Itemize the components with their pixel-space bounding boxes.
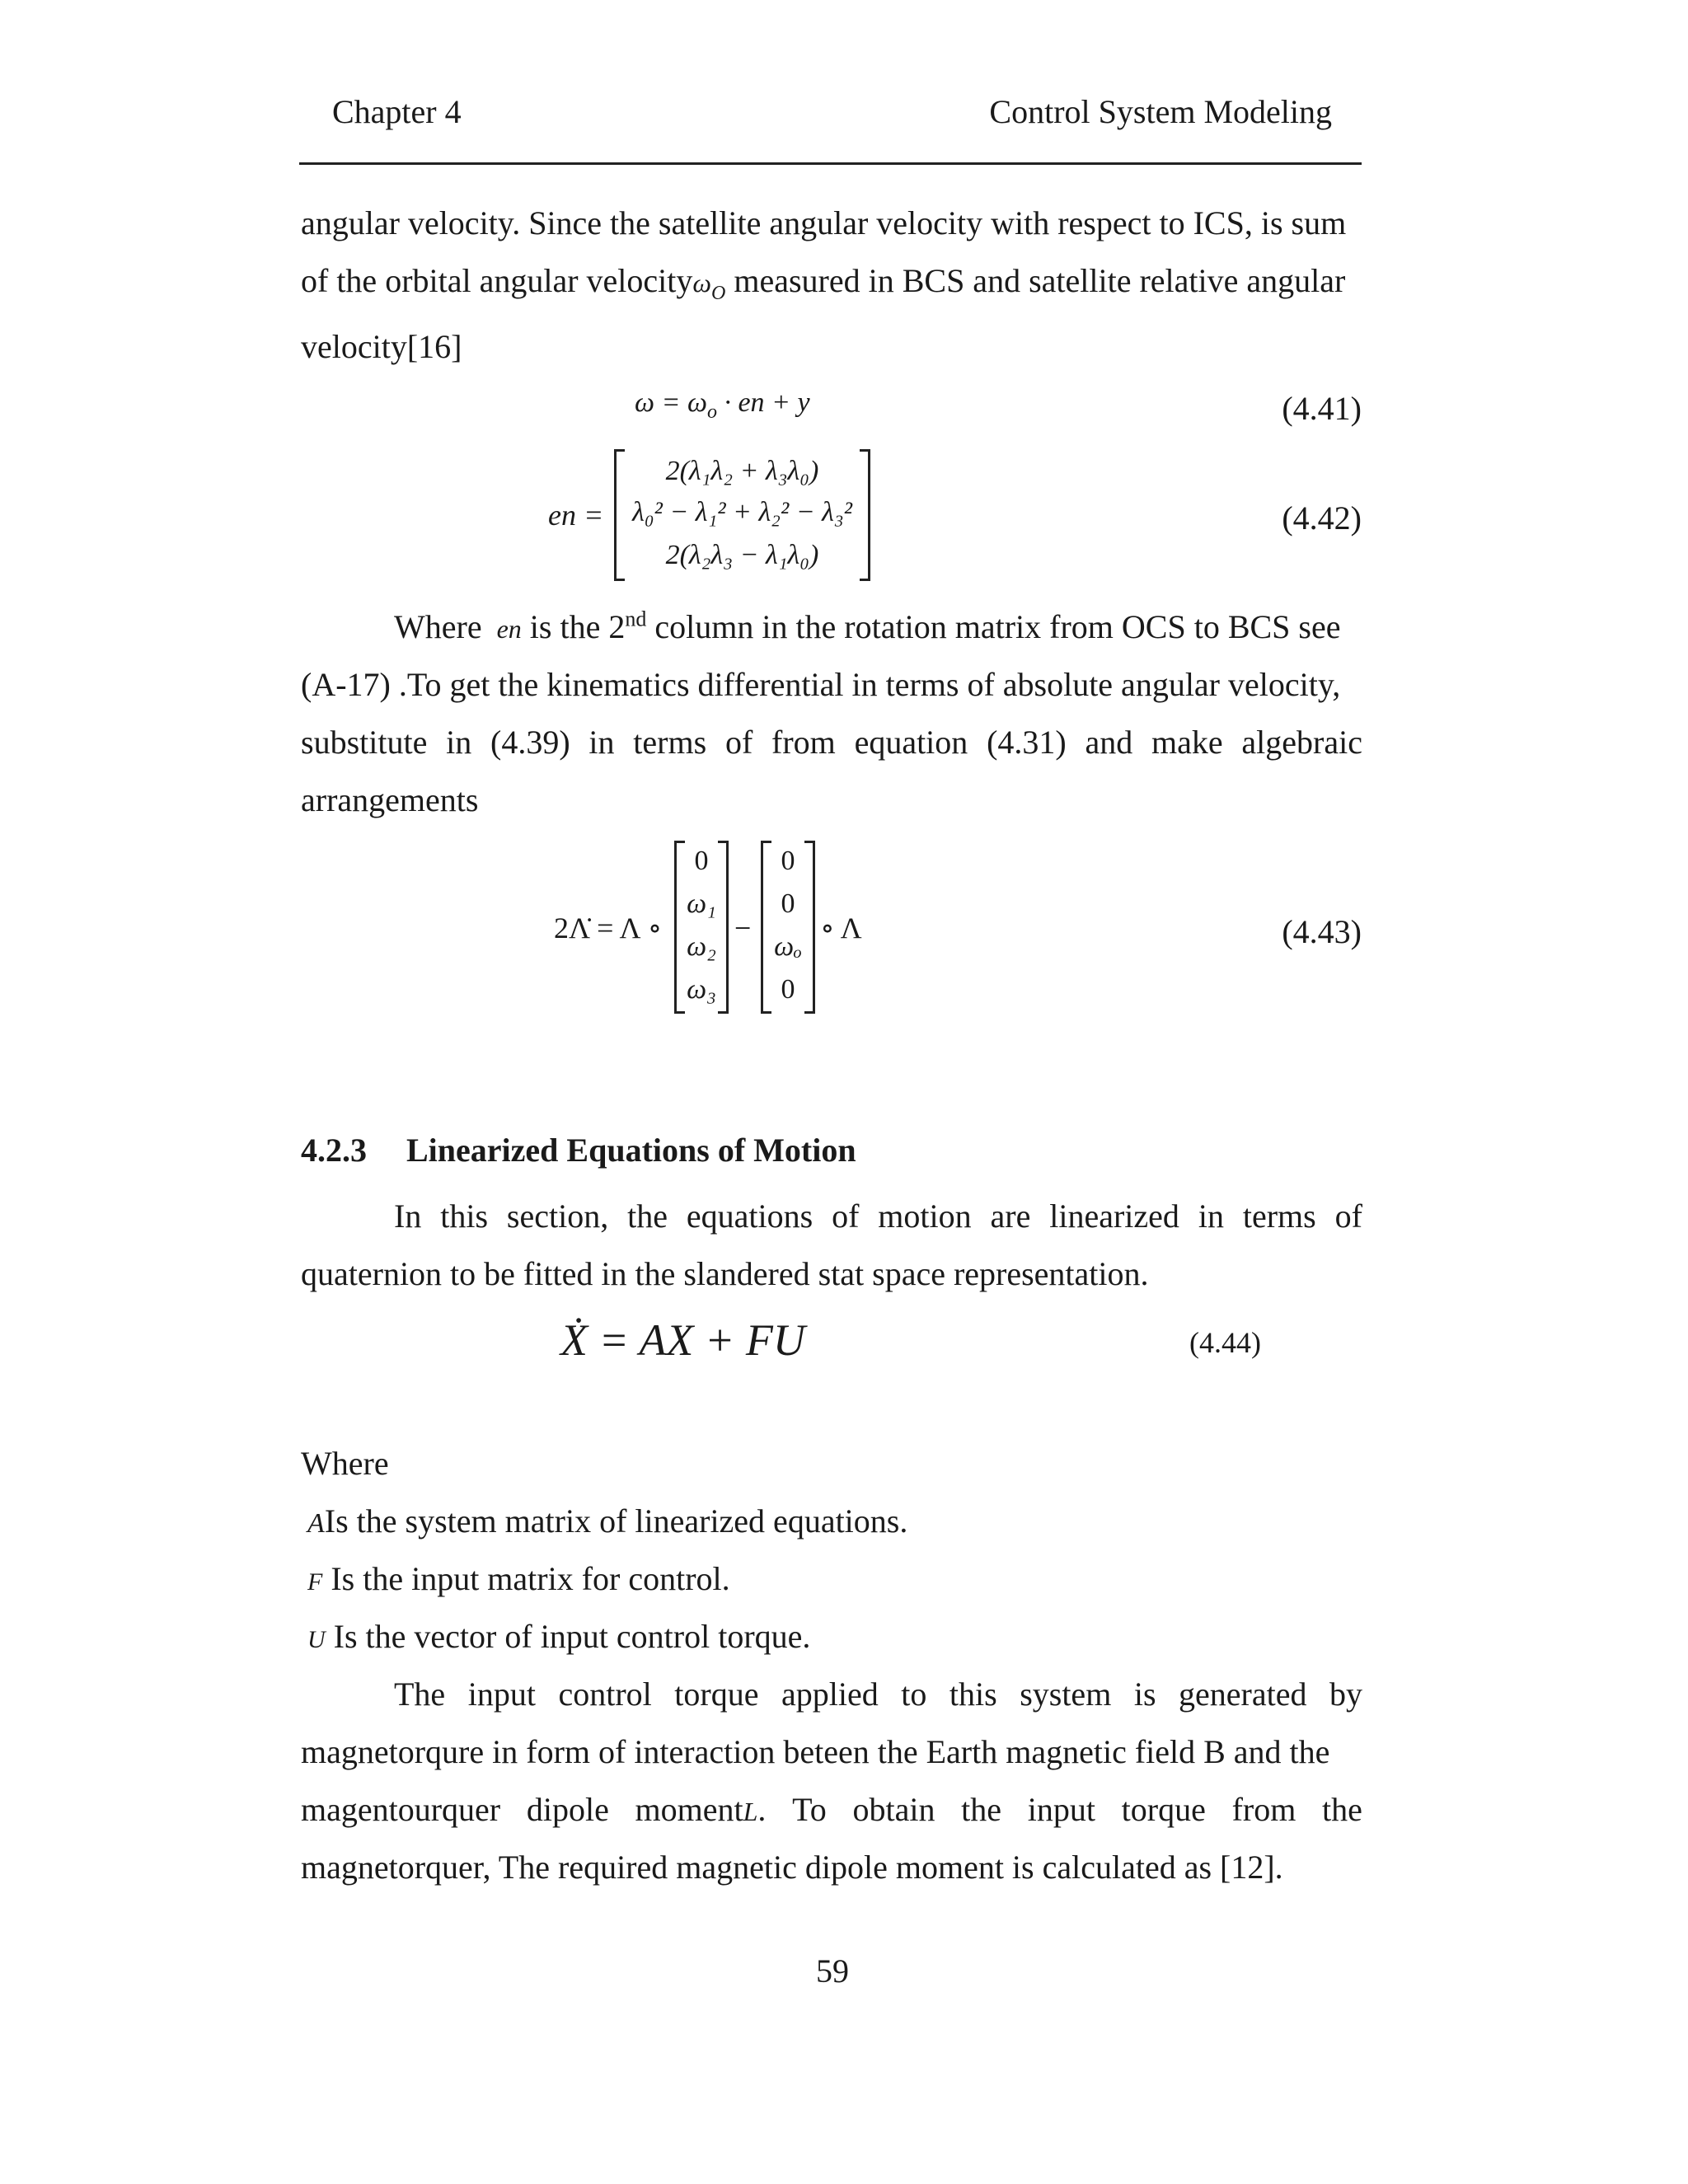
moment-with-symbol (635, 1790, 767, 1829)
equation-number-4-42: (4.42) (1282, 499, 1362, 537)
word: from (771, 724, 836, 761)
para2-is-the: is the 2 (529, 608, 626, 645)
equation-number-4-44: (4.44) (1189, 1326, 1261, 1359)
para2-line1-after: column in the rotation matrix from OCS to BCS see (646, 608, 1341, 645)
word: are (990, 1197, 1031, 1235)
para2-line1 (394, 607, 1362, 646)
ordinal-superscript: nd (625, 607, 647, 631)
word: substitute (301, 724, 428, 761)
vector-entry: 0 (781, 974, 795, 1005)
equation-number-4-41: (4.41) (1282, 390, 1362, 427)
para1-line2-after: measured in BCS and satellite relative angular (734, 262, 1346, 299)
word: equation (854, 724, 968, 761)
word: obtain (852, 1791, 935, 1828)
word: section, (506, 1197, 609, 1235)
word: the (1322, 1791, 1362, 1828)
page-number: 59 (816, 1952, 849, 1990)
eq-4-41-rest: · en + y (716, 387, 810, 418)
vector-entry: ωₒ (774, 931, 802, 962)
word: generated (1179, 1675, 1307, 1713)
symbol-f: F (307, 1568, 323, 1596)
para1-line3: velocity[16] (301, 328, 462, 365)
word: . (757, 1791, 767, 1828)
equation-4-44: Ẋ = AX + FU (560, 1315, 805, 1365)
para1-line1: angular velocity. Since the satellite angular velocity with respect to ICS, is sum (301, 204, 1347, 241)
en-row-1: 2(λ₁λ₂ + λ₃λ₀) (665, 456, 819, 486)
where-item-a (301, 1502, 907, 1540)
section-number: 4.2.3 (301, 1132, 367, 1169)
para3-line1 (394, 1197, 1362, 1235)
word: this (949, 1675, 997, 1713)
equation-4-41 (635, 387, 810, 423)
word: this (440, 1197, 489, 1235)
para4-line3 (301, 1790, 1362, 1829)
word: in (446, 724, 472, 761)
vector-entry: ω₁ (687, 888, 716, 919)
en-row-2: λ₀² − λ₁² + λ₂² − λ₃² (632, 497, 852, 527)
eq-4-41-lhs: ω = ω (635, 387, 707, 418)
word: from (1231, 1791, 1296, 1828)
word: control (558, 1675, 652, 1713)
para2-line4: arrangements (301, 781, 479, 818)
word: applied (781, 1675, 879, 1713)
word: system (1020, 1675, 1112, 1713)
word: linearized (1049, 1197, 1179, 1235)
para2-where: Where (394, 608, 482, 645)
word: terms (633, 724, 707, 761)
running-header-title: Control System Modeling (989, 93, 1332, 130)
word: the (627, 1197, 668, 1235)
word: equations (686, 1197, 814, 1235)
word: The (394, 1675, 446, 1713)
word: terms (1242, 1197, 1316, 1235)
word: motion (878, 1197, 972, 1235)
word: (4.39) (490, 724, 570, 761)
vector-entry: 0 (694, 846, 709, 876)
where-item-f (301, 1559, 730, 1598)
vector-entry: ω₃ (687, 974, 716, 1005)
word: of (1334, 1197, 1362, 1235)
vector-entry: 0 (781, 888, 795, 919)
symbol-a: A (307, 1508, 325, 1539)
word: by (1329, 1675, 1362, 1713)
header-rule (299, 162, 1362, 165)
where-label: Where (301, 1445, 389, 1482)
word: magentourquer (301, 1791, 501, 1828)
omega-subscript: O (710, 283, 726, 304)
equation-number-4-43: (4.43) (1282, 913, 1362, 950)
section-heading (301, 1131, 856, 1169)
where-item-text: Is the input matrix for control. (322, 1560, 730, 1597)
word: dipole (526, 1791, 609, 1828)
where-item-text: Is the vector of input control torque. (325, 1618, 811, 1655)
word: make (1151, 724, 1223, 761)
word: in (588, 724, 615, 761)
word: of (724, 724, 753, 761)
para2-line3 (301, 723, 1362, 762)
eq-4-43-lhs: 2Λ̇ = Λ ∘ (554, 912, 663, 944)
word: In (394, 1197, 422, 1235)
eq-4-42-lhs: en = (548, 499, 604, 532)
en-column-matrix (614, 449, 870, 581)
word: of (832, 1197, 860, 1235)
where-item-u (301, 1617, 810, 1656)
para4-line2: magnetorqure in form of interaction beteen the Earth magnetic field B and the (301, 1733, 1330, 1770)
omega-vector (674, 841, 729, 1014)
word: the (961, 1791, 1002, 1828)
vector-entry: 0 (781, 846, 795, 876)
word: algebraic (1241, 724, 1362, 761)
orbital-rate-vector (761, 841, 815, 1014)
word: (4.31) (987, 724, 1067, 761)
where-item-text: Is the system matrix of linearized equations. (324, 1502, 908, 1540)
para4-line4: magnetorquer, The required magnetic dipole moment is calculated as [12]. (301, 1849, 1283, 1886)
word: torque (1121, 1791, 1206, 1828)
para1-line2-before: of the orbital angular velocity (301, 262, 693, 299)
word: to (901, 1675, 927, 1713)
symbol-l: L (743, 1797, 758, 1826)
para1-line2 (301, 261, 1346, 304)
vector-entry: ω₂ (687, 931, 716, 962)
en-row-3: 2(λ₂λ₃ − λ₁λ₀) (665, 540, 819, 570)
en-symbol: en (496, 614, 522, 644)
omega-symbol: ω (692, 268, 711, 298)
para4-line1 (394, 1675, 1362, 1713)
para3-line2: quaternion to be fitted in the slandered stat space representation. (301, 1255, 1149, 1292)
word: input (1027, 1791, 1095, 1828)
word: and (1085, 724, 1133, 761)
word: input (467, 1675, 536, 1713)
eq-4-43-minus: − (734, 912, 752, 944)
word: To (792, 1791, 827, 1828)
para2-line2: (A-17) .To get the kinematics differential in terms of absolute angular velocity, (301, 666, 1341, 703)
word: moment (635, 1791, 743, 1828)
symbol-u: U (307, 1626, 326, 1653)
word: torque (674, 1675, 759, 1713)
word: is (1133, 1675, 1156, 1713)
section-title: Linearized Equations of Motion (406, 1132, 856, 1169)
eq-4-41-sub: o (706, 401, 717, 423)
word: in (1198, 1197, 1224, 1235)
para2-line1-rest (497, 607, 1362, 646)
eq-4-43-rhs: ∘ Λ (820, 912, 862, 944)
running-header-chapter: Chapter 4 (332, 93, 462, 130)
